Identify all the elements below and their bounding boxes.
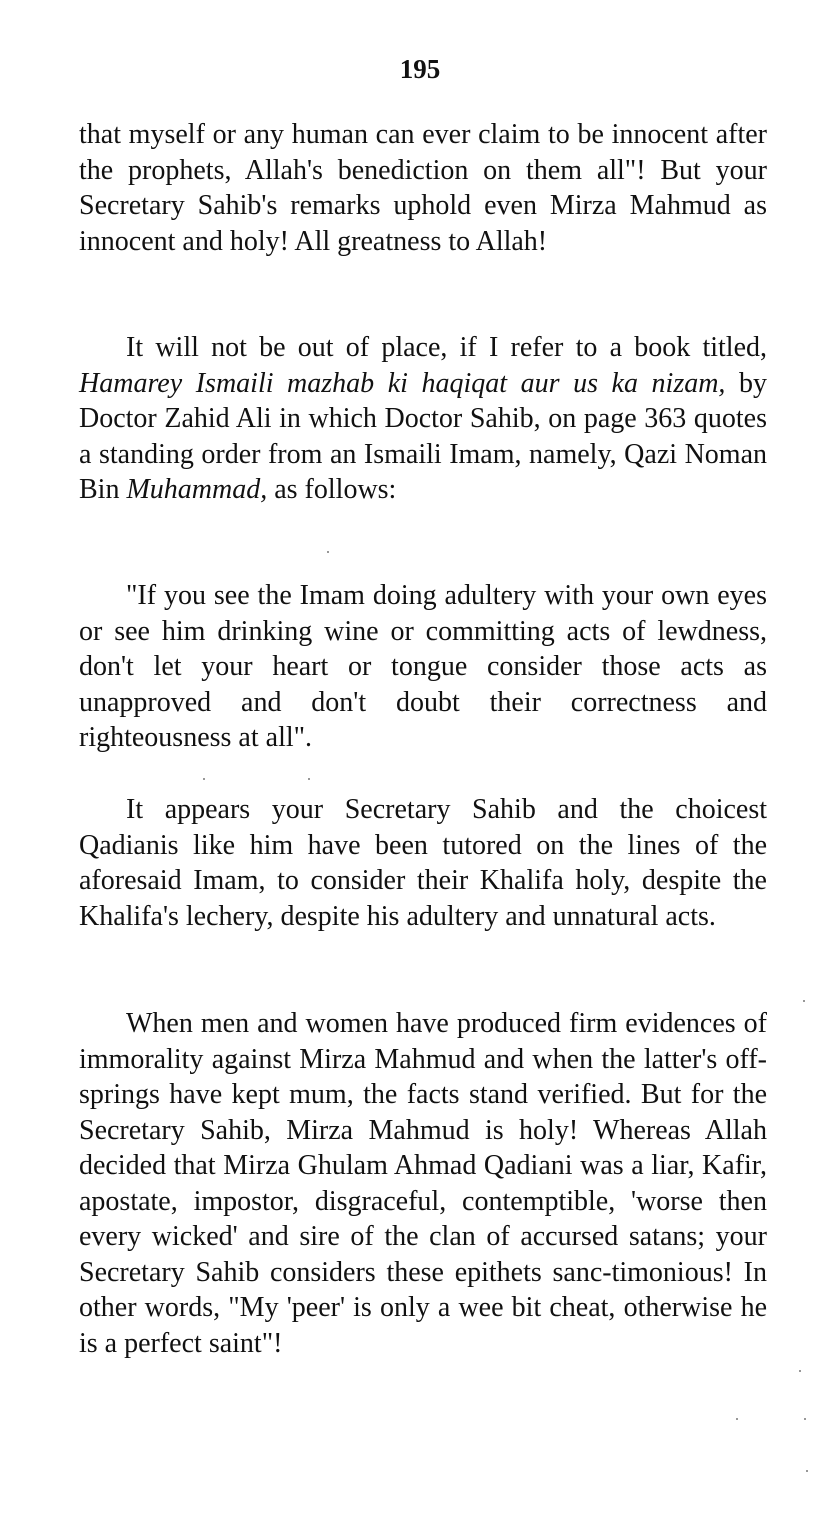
paragraph-2-middle: by Doctor Zahid Ali in which Doctor Sahib, on page 363 quotes a standing order from an Ismaili Imam, namely, Qazi Noman Bin <box>79 367 767 505</box>
imam-name-italic: Muhammad, <box>126 474 268 505</box>
book-title: Hamarey Ismaili mazhab ki haqiqat aur us ka nizam, <box>79 367 726 399</box>
page-number: 195 <box>399 54 441 84</box>
scan-speck <box>803 1000 805 1002</box>
scan-speck <box>799 1370 801 1372</box>
paragraph-2 <box>79 330 767 508</box>
paragraph-3-quote: "If you see the Imam doing adultery with your own eyes or see him drinking wine or committing acts of lewdness, don't let your heart or tongue consider those acts as unapproved and don't doubt their correctness and righteousness at all". <box>79 580 767 753</box>
paragraph-2-lead: It will not be out of place, if I refer to a book titled, <box>126 332 767 363</box>
scan-speck <box>804 1418 806 1420</box>
paragraph-1: that myself or any human can ever claim to be innocent after the prophets, Allah's benediction on them all"! But your Secretary Sahib's remarks uphold even Mirza Mahmud as innocent and holy! All greatness to Allah! <box>79 119 767 257</box>
paragraph-2-tail: as follows: <box>274 474 397 505</box>
scan-speck <box>203 778 205 780</box>
scan-speck <box>736 1418 738 1420</box>
scan-speck <box>806 1470 808 1472</box>
scan-speck <box>308 778 310 780</box>
scan-speck <box>327 551 329 553</box>
paragraph-5: When men and women have produced firm evidences of immorality against Mirza Mahmud and when the latter's off-springs have kept mum, the facts stand verified. But for the Secretary Sahib, Mirza Mahmud is holy! Whereas Allah decided that Mirza Ghulam Ahmad Qadiani was a liar, Kafir, apostate, impostor, disgraceful, contemptible, 'worse then every wicked' and sire of the clan of accursed satans; your Secretary Sahib considers these epithets sanc-timonious! In other words, "My 'peer' is only a wee bit cheat, otherwise he is a perfect saint"! <box>79 1008 767 1359</box>
paragraph-4: It appears your Secretary Sahib and the choicest Qadianis like him have been tutored on the lines of the aforesaid Imam, to consider their Khalifa holy, despite the Khalifa's lechery, despite his adultery and unnatural acts. <box>79 794 767 932</box>
